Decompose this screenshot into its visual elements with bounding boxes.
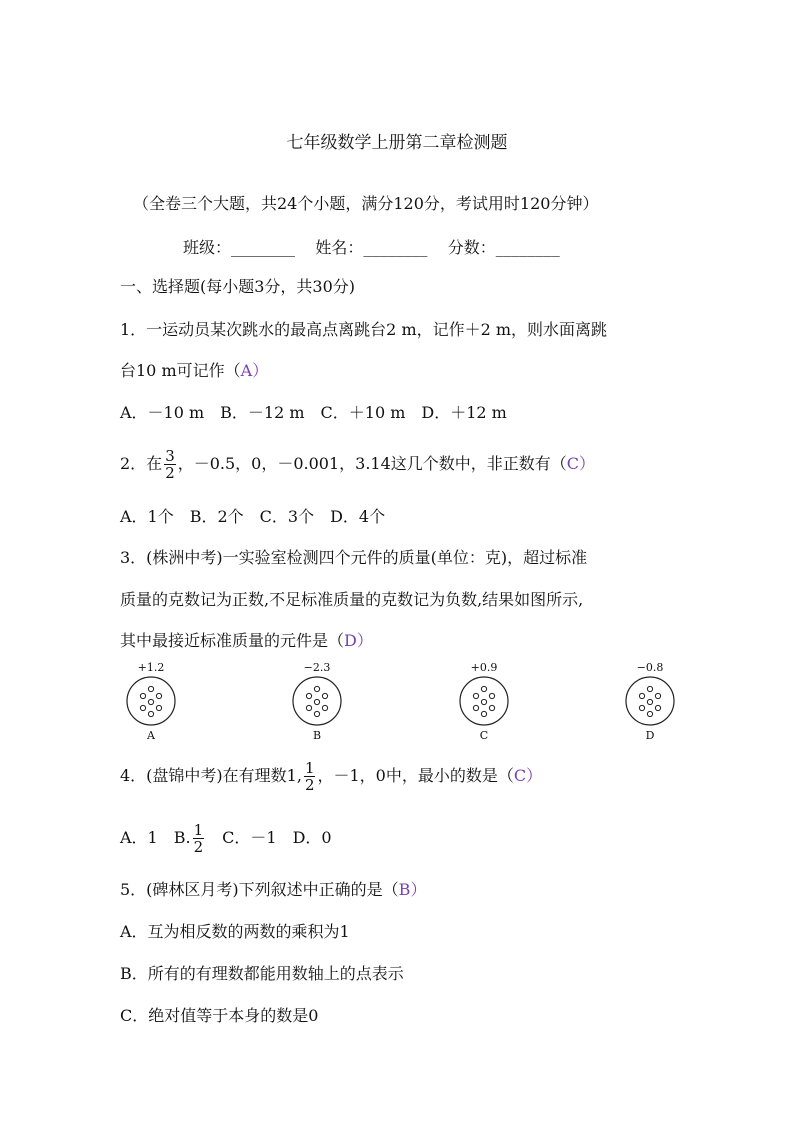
- q2-stem: 2．在 $\frac{3}{2}$ ，－0.5，0，－0.001，3.14这几个数中，非正数有（C）: [120, 447, 596, 482]
- section-heading: 一、选择题(每小题3分，共30分): [120, 277, 356, 296]
- q4-stem: 4．(盘锦中考)在有理数1, $\frac{1}{2}$ ，－1，0中，最小的数是（C）: [120, 759, 543, 794]
- q3-answer: D: [344, 631, 357, 650]
- q1-stem-line2: 台10 m可记作（A）: [120, 361, 269, 380]
- q5-stem: 5．(碑林区月考)下列叙述中正确的是（B）: [120, 880, 427, 899]
- q2-fraction: $\frac{3}{2}$: [165, 447, 175, 482]
- component-caption: C: [479, 729, 489, 742]
- component-value: +0.9: [470, 661, 498, 674]
- q4-answer: C: [513, 766, 527, 785]
- q5-option-a: A．互为相反数的两数的乘积为1: [120, 922, 350, 941]
- q5-answer: B: [398, 880, 411, 899]
- student-info-row: [183, 238, 560, 258]
- component-a: [121, 662, 181, 742]
- component-c: [454, 662, 514, 742]
- class-blank[interactable]: ________: [231, 238, 296, 257]
- component-b: [287, 662, 347, 742]
- score-blank[interactable]: ________: [495, 238, 560, 257]
- q1-options: A．－10 m B．－12 m C．＋10 m D．＋12 m: [120, 403, 507, 422]
- q4-options: A．1 B. $\frac{1}{2}$ C．－1 D．0: [120, 821, 332, 856]
- component-circle-icon: [623, 674, 677, 728]
- exam-info: （全卷三个大题，共24个小题，满分120分，考试用时120分钟）: [133, 194, 599, 213]
- component-caption: D: [645, 729, 655, 742]
- component-d: [620, 662, 680, 742]
- q5-option-c: C．绝对值等于本身的数是0: [120, 1006, 319, 1025]
- q2-options: A．1个 B．2个 C．3个 D．4个: [120, 507, 386, 526]
- q3-stem-line1: 3．(株洲中考)一实验室检测四个元件的质量(单位：克)，超过标准: [120, 548, 588, 567]
- q1-stem-line1: 1．一运动员某次跳水的最高点离跳台2 m，记作＋2 m，则水面离跳: [120, 320, 608, 339]
- page-title: 七年级数学上册第二章检测题: [286, 133, 508, 153]
- component-value: −0.8: [636, 661, 664, 674]
- component-caption: A: [147, 729, 155, 742]
- component-caption: B: [312, 729, 322, 742]
- q4-option-fraction: $\frac{1}{2}$: [193, 821, 204, 856]
- component-value: −2.3: [303, 661, 331, 674]
- name-label: 姓名：: [315, 238, 364, 257]
- component-value: +1.2: [137, 661, 165, 674]
- q5-option-b: B．所有的有理数都能用数轴上的点表示: [120, 964, 404, 983]
- q4-fraction: $\frac{1}{2}$: [304, 759, 315, 794]
- class-label: 班级：: [183, 238, 232, 257]
- q1-answer: A: [240, 361, 253, 380]
- name-blank[interactable]: ________: [363, 238, 428, 257]
- q2-answer: C: [566, 454, 580, 473]
- q3-stem-line3: 其中最接近标准质量的元件是（D）: [120, 631, 373, 650]
- score-label: 分数：: [447, 238, 496, 257]
- component-circle-icon: [124, 674, 178, 728]
- component-circle-icon: [457, 674, 511, 728]
- q3-stem-line2: 质量的克数记为正数,不足标准质量的克数记为负数,结果如图所示,: [120, 590, 584, 609]
- q3-figure: [120, 662, 680, 742]
- component-circle-icon: [290, 674, 344, 728]
